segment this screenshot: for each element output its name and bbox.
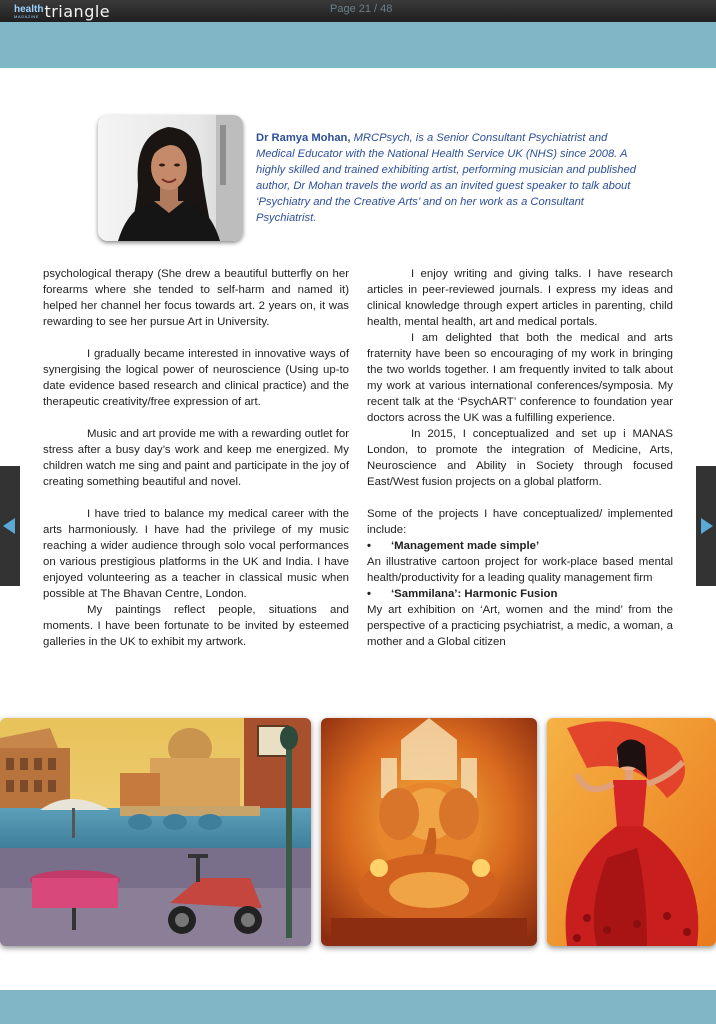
left-paragraph-5: My paintings reflect people, situations and moments. I have been fortunate to be invited by esteemed galleries in the UK to exhibit my artwork. — [43, 604, 349, 648]
top-toolbar — [0, 0, 716, 22]
painting-ganesha — [321, 718, 537, 946]
logo-magazine-word: MAGAZINE — [14, 14, 39, 19]
author-bio-text: MRCPsych, is a Senior Consultant Psychiatrist and Medical Educator with the National Health Service UK (NHS) since 2008. A highly skilled and trained exhibiting artist, performing musician and published author, Dr Mohan travels the world as an invited guest speaker to talk about ‘Psychiatry and the Creative Arts’ and on her work as a Consultant Psychiatrist. — [256, 132, 636, 224]
bullet-marker: • — [367, 540, 371, 552]
left-paragraph-1: psychological therapy (She drew a beautiful butterfly on her forearms where she tended to self-harm and named it) helped her channel her focus towards art. 2 years on, it was rewarding to see her pursue Art in University. — [43, 268, 349, 328]
right-column — [367, 266, 673, 650]
bullet-item-2 — [367, 586, 673, 602]
author-bio — [256, 130, 646, 226]
bullet-description-2: My art exhibition on ‘Art, women and the mind’ from the perspective of a practicing psychiatrist, a medic, a woman, a mother and a Global citizen — [367, 604, 673, 648]
magazine-logo[interactable] — [14, 1, 110, 21]
bottom-teal-band — [0, 990, 716, 1024]
left-paragraph-4: I have tried to balance my medical career with the arts harmoniously. I have had the privilege of my music reaching a wider audience through solo vocal performances on various prestigious platforms in the UK and India. I have enjoyed volunteering as a teacher in classical music when possible at The Bhavan Centre, London. — [43, 508, 349, 600]
previous-page-button[interactable] — [0, 466, 20, 586]
bullet-description-1: An illustrative cartoon project for work-place based mental health/productivity for a leading quality management firm — [367, 556, 673, 584]
page-indicator: Page 21 / 48 — [330, 3, 393, 15]
bullet-item-1 — [367, 538, 673, 554]
right-paragraph-2: I am delighted that both the medical and arts fraternity have been so encouraging of my work in bringing the two worlds together. I am frequently invited to talk about my work at various international conferences/symposia. My recent talk at the ‘PsychART’ conference to foundation year doctors across the UK was a fulfilling experience. — [367, 332, 673, 424]
logo-small-text — [14, 5, 43, 19]
top-teal-band — [0, 22, 716, 68]
bullet-title: ‘Management made simple’ — [391, 540, 540, 552]
author-portrait — [98, 115, 243, 241]
triangle-left-icon — [3, 518, 17, 534]
left-paragraph-2: I gradually became interested in innovative ways of synergising the logical power of neuroscience (Using up-to date evidence based research and clinical practice) and the therapeutic creativity/free expression of art. — [43, 348, 349, 408]
logo-health-word: health — [14, 4, 44, 15]
right-paragraph-1: I enjoy writing and giving talks. I have research articles in peer-reviewed journals. I express my ideas and clinical knowledge through expert articles in parenting, child health, mental health, art and medical portals. — [367, 268, 673, 328]
left-column — [43, 266, 349, 650]
painting-dancer — [547, 718, 716, 946]
bullet-title: ‘Sammilana’: Harmonic Fusion — [391, 588, 558, 600]
right-paragraph-3: In 2015, I conceptualized and set up i MANAS London, to promote the integration of Medicine, Arts, Neuroscience and Ability in Society through focused East/West fusion projects on a global platform. — [367, 428, 673, 488]
left-paragraph-3: Music and art provide me with a rewarding outlet for stress after a busy day’s work and keep me energized. My children watch me sing and paint and participate in the joy of creating something beautiful and novel. — [43, 428, 349, 488]
triangle-right-icon — [699, 518, 713, 534]
logo-triangle-word: triangle — [44, 2, 111, 21]
author-name: Dr Ramya Mohan, — [256, 132, 351, 144]
next-page-button[interactable] — [696, 466, 716, 586]
right-paragraph-4: Some of the projects I have conceptualized/ implemented include: — [367, 508, 673, 536]
painting-rome-scooter — [0, 718, 311, 946]
bullet-marker: • — [367, 588, 371, 600]
